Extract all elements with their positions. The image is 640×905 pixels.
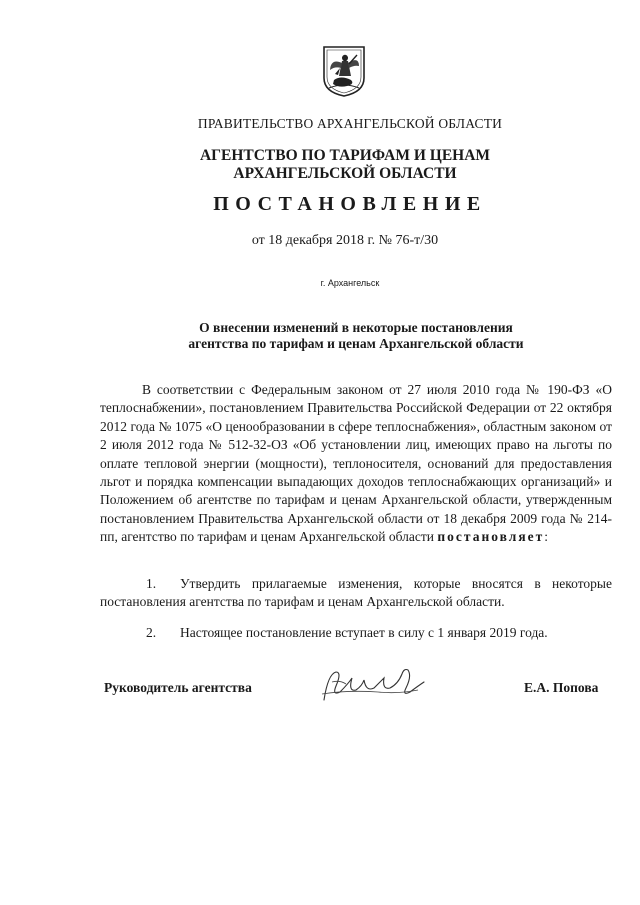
subject-line-2: агентства по тарифам и ценам Архангельской области [188,336,524,351]
item-number: 1. [146,576,157,591]
subject-line-1: О внесении изменений в некоторые постановления [199,320,513,335]
agency-title-line-1: АГЕНТСТВО ПО ТАРИФАМ И ЦЕНАМ [199,147,491,164]
decree-colon: : [544,529,549,545]
signatory-position: Руководитель агентства [104,680,252,695]
agency-title-line-2: АРХАНГЕЛЬСКОЙ ОБЛАСТИ [233,165,457,182]
preamble-paragraph [100,381,612,547]
item-number: 2. [146,625,157,640]
signatory-name: Е.А. Попова [524,680,599,695]
handwritten-signature [318,664,430,710]
preamble-text: В соответствии с Федеральным законом от 27 июля 2010 года № 190-ФЗ «О теплоснабжении», постановлением Правительства Российской Федерации от 22 октября 2012 года № 1075 «О ценообразовании в сфере теплоснабжения», областным законом от 2 июля 2012 года № 512-32-ОЗ «Об установлении лиц, имеющих право на льготы по оплате тепловой энергии (мощности), теплоносителя, оснований для предоставления льгот и порядка компенсации выпадающих доходов теплоснабжающих организаций» и Положением об агентстве по тарифам и ценам Архангельской области, утвержденным постановлением Правительства Архангельской области от 18 декабря 2009 года № 214-пп, агентство по тарифам и ценам Архангельской области [100,382,612,545]
decree-word: постановляет [437,529,545,545]
government-name: ПРАВИТЕЛЬСТВО АРХАНГЕЛЬСКОЙ ОБЛАСТИ [197,116,503,131]
document-city: г. Архангельск [320,278,380,288]
document-type: ПОСТАНОВЛЕНИЕ [213,193,487,215]
coat-of-arms-icon [321,44,367,98]
document-date-number: от 18 декабря 2018 г. № 76-т/30 [251,233,439,248]
decree-item-2 [100,624,612,642]
item-text: Утвердить прилагаемые изменения, которые вносятся в некоторые постановления агентства по тарифам и ценам Архангельской области. [100,576,612,610]
decree-item-1 [100,575,612,612]
item-text: Настоящее постановление вступает в силу с 1 января 2019 года. [180,625,548,640]
